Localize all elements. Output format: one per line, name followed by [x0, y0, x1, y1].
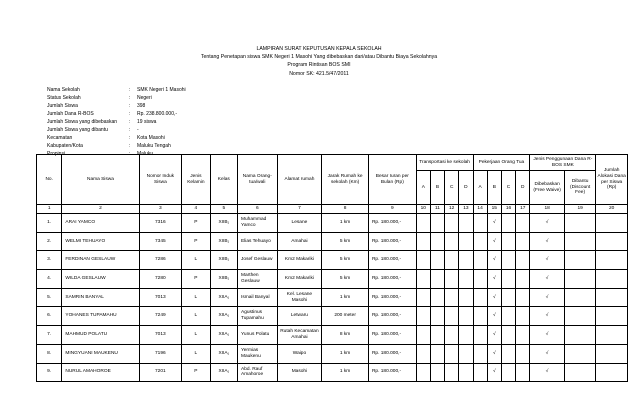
- cell-category: [459, 214, 473, 233]
- table-row: [37, 214, 628, 233]
- table-row: [37, 344, 628, 363]
- cell-category: [416, 232, 430, 251]
- cell-category: [459, 288, 473, 307]
- cell-category: [473, 214, 487, 233]
- document-header: [0, 45, 638, 78]
- cell-category: [501, 344, 515, 363]
- col-header-letter: A: [416, 171, 430, 205]
- cell-iuran: Rp. 180.000,-: [368, 288, 416, 307]
- cell-category: [501, 251, 515, 270]
- cell-dibebaskan: √: [530, 270, 565, 289]
- cell-iuran: Rp. 180.000,-: [368, 363, 416, 382]
- cell-category: [501, 326, 515, 345]
- info-label: Propinsi: [47, 151, 66, 157]
- cell-nis: 7286: [139, 251, 182, 270]
- cell-category: [459, 326, 473, 345]
- col-header-nama: Nama Siswa: [62, 155, 139, 205]
- cell-alamat: Amahai: [277, 232, 322, 251]
- col-header-letter: B: [487, 171, 501, 205]
- table-row: [37, 326, 628, 345]
- cell-nama: MAHMUD POLATU: [62, 326, 139, 345]
- cell-nama: SAMRIN BANYAL: [62, 288, 139, 307]
- info-label: Kecamatan: [47, 135, 73, 141]
- cell-dibebaskan: √: [530, 307, 565, 326]
- header-line: Nomor SK: 421.5/47/2011: [289, 70, 349, 77]
- cell-iuran: Rp. 180.000,-: [368, 214, 416, 233]
- cell-category: [459, 307, 473, 326]
- cell-category: [501, 232, 515, 251]
- cell-category: [473, 251, 487, 270]
- cell-jarak: 200 meter: [322, 307, 369, 326]
- cell-category: [459, 344, 473, 363]
- col-header-dibebaskan: Dibebaskan (Free Waive): [530, 171, 565, 205]
- cell-category: [473, 270, 487, 289]
- cell-dibantu: [564, 288, 595, 307]
- cell-jumlah: [596, 307, 628, 326]
- cell-no: 3.: [37, 251, 62, 270]
- cell-iuran: Rp. 180.000,-: [368, 270, 416, 289]
- col-number: 8: [322, 205, 369, 214]
- cell-category: [445, 288, 459, 307]
- table-row: [37, 288, 628, 307]
- cell-dibantu: [564, 307, 595, 326]
- cell-kelas: XIIB₁: [210, 251, 237, 270]
- cell-category: [516, 307, 530, 326]
- cell-category: [445, 232, 459, 251]
- cell-category: √: [487, 288, 501, 307]
- cell-dibantu: [564, 363, 595, 382]
- col-number: 13: [459, 205, 473, 214]
- cell-iuran: Rp. 180.000,-: [368, 344, 416, 363]
- cell-ortu: Yermias Maukenu: [238, 344, 278, 363]
- cell-category: [416, 251, 430, 270]
- cell-jk: L: [182, 326, 210, 345]
- info-label: Status Sekolah: [47, 95, 81, 101]
- cell-category: [501, 307, 515, 326]
- cell-nama: FERDINAN GESLAUW: [62, 251, 139, 270]
- cell-nis: 7280: [139, 270, 182, 289]
- cell-category: √: [487, 363, 501, 382]
- cell-nis: 7249: [139, 307, 182, 326]
- info-row: Jumlah Dana R-BOS : Rp. 238.800.000,-: [47, 111, 178, 117]
- col-header-letter: D: [516, 171, 530, 205]
- cell-category: √: [487, 344, 501, 363]
- cell-category: [445, 344, 459, 363]
- cell-category: [416, 344, 430, 363]
- cell-category: [416, 307, 430, 326]
- cell-category: √: [487, 251, 501, 270]
- cell-category: [430, 232, 444, 251]
- cell-category: [516, 363, 530, 382]
- info-label: Jumlah Dana R-BOS: [47, 111, 94, 117]
- table-row: [37, 232, 628, 251]
- cell-jarak: 1 km: [322, 214, 369, 233]
- info-row: Propinsi : Maluku: [47, 151, 154, 157]
- cell-category: [445, 326, 459, 345]
- cell-kelas: XIIA₁: [210, 288, 237, 307]
- cell-ortu: Yunus Polatu: [238, 326, 278, 345]
- col-number: 19: [564, 205, 595, 214]
- cell-no: 2.: [37, 232, 62, 251]
- col-number: 16: [501, 205, 515, 214]
- col-number: 20: [596, 205, 628, 214]
- cell-category: [430, 214, 444, 233]
- cell-category: [473, 232, 487, 251]
- cell-category: [445, 270, 459, 289]
- info-value: 398: [137, 103, 146, 109]
- cell-dibebaskan: √: [530, 344, 565, 363]
- cell-alamat: Kel. Lesane Masohi: [277, 288, 322, 307]
- col-header-dibantu: Dibantu (Discount Fee): [564, 171, 595, 205]
- cell-nama: WELMI TEHUAYO: [62, 232, 139, 251]
- cell-category: [459, 270, 473, 289]
- cell-category: [416, 363, 430, 382]
- table-row: [37, 307, 628, 326]
- header-line: Program Rintisan BOS SMI: [287, 62, 351, 69]
- cell-nis: 7013: [139, 288, 182, 307]
- cell-ortu: Ismail Banyal: [238, 288, 278, 307]
- cell-iuran: Rp. 180.000,-: [368, 251, 416, 270]
- cell-alamat: Letwaru: [277, 307, 322, 326]
- info-value: Maluku Tengah: [137, 143, 171, 149]
- cell-category: [445, 307, 459, 326]
- col-header-jenis-penggunaan: Jenis Penggunaan Dana R-BOS SMK: [530, 155, 596, 171]
- cell-category: [430, 363, 444, 382]
- cell-category: [416, 270, 430, 289]
- cell-jumlah: [596, 251, 628, 270]
- col-number: 7: [277, 205, 322, 214]
- info-label: Jumlah Siswa yang dibebaskan: [47, 119, 118, 125]
- cell-dibebaskan: √: [530, 288, 565, 307]
- info-row: Jumlah Siswa yang dibebaskan : 19 siswa: [47, 119, 157, 125]
- cell-jarak: 5 km: [322, 232, 369, 251]
- col-number: 18: [530, 205, 565, 214]
- cell-category: [501, 363, 515, 382]
- col-header-jenis-kelamin: Jenis Kelamin: [182, 155, 210, 205]
- col-header-letter: C: [501, 171, 515, 205]
- info-value: Kota Masohi: [137, 135, 165, 141]
- cell-iuran: Rp. 180.000,-: [368, 232, 416, 251]
- cell-category: [459, 232, 473, 251]
- cell-ortu: Josef Geslauw: [238, 251, 278, 270]
- cell-jarak: 8 km: [322, 326, 369, 345]
- cell-iuran: Rp. 180.000,-: [368, 307, 416, 326]
- info-label: Jumlah Siswa yang dibantu: [47, 127, 108, 133]
- col-header-nomor: Nomor Induk Siswa: [139, 155, 182, 205]
- col-header-alamat: Alamat rumah: [277, 155, 322, 205]
- info-row: Nama Sekolah : SMK Negeri 1 Masohi: [47, 87, 186, 93]
- col-number: 9: [368, 205, 416, 214]
- cell-ortu: Abd. Rauf Amahoroe: [238, 363, 278, 382]
- cell-category: [430, 270, 444, 289]
- col-number: 11: [430, 205, 444, 214]
- cell-category: [473, 307, 487, 326]
- cell-dibebaskan: √: [530, 214, 565, 233]
- cell-category: [516, 326, 530, 345]
- col-number: 17: [516, 205, 530, 214]
- cell-kelas: XIIB₁: [210, 214, 237, 233]
- cell-category: [473, 326, 487, 345]
- col-header-jarak: Jarak Rumah ke sekolah (Km): [322, 155, 369, 205]
- cell-jk: L: [182, 344, 210, 363]
- info-value: SMK Negeri 1 Masohi: [137, 87, 186, 93]
- cell-kelas: XIIA₁: [210, 326, 237, 345]
- cell-dibebaskan: √: [530, 251, 565, 270]
- cell-alamat: Rutah Kecamatan Amahai: [277, 326, 322, 345]
- cell-alamat: Lesane: [277, 214, 322, 233]
- col-number: 6: [238, 205, 278, 214]
- col-number: 1: [37, 205, 62, 214]
- cell-category: [430, 326, 444, 345]
- cell-category: [445, 214, 459, 233]
- info-value: 19 siswa: [137, 119, 157, 125]
- cell-jarak: 1 km: [322, 344, 369, 363]
- cell-kelas: XIIA₁: [210, 363, 237, 382]
- col-header-pekerjaan: Pekerjaan Orang Tua: [473, 155, 530, 171]
- cell-nis: 7013: [139, 326, 182, 345]
- cell-jumlah: [596, 363, 628, 382]
- cell-category: [516, 251, 530, 270]
- cell-nis: 7345: [139, 232, 182, 251]
- cell-ortu: Marthen Geslauw: [238, 270, 278, 289]
- table-row: [37, 251, 628, 270]
- cell-alamat: Waipo: [277, 344, 322, 363]
- cell-nama: NURUL AMAHOROE: [62, 363, 139, 382]
- col-number: 4: [182, 205, 210, 214]
- cell-category: [430, 251, 444, 270]
- cell-no: 8.: [37, 344, 62, 363]
- cell-dibebaskan: √: [530, 363, 565, 382]
- cell-jarak: 1 km: [322, 288, 369, 307]
- cell-jumlah: [596, 344, 628, 363]
- cell-category: [501, 288, 515, 307]
- table-row: [37, 363, 628, 382]
- cell-category: [516, 270, 530, 289]
- cell-jarak: 5 km: [322, 270, 369, 289]
- cell-ortu: Muhammad Yamco: [238, 214, 278, 233]
- cell-jk: L: [182, 251, 210, 270]
- cell-category: [516, 344, 530, 363]
- info-row: Status Sekolah : Negeri: [47, 95, 152, 101]
- col-number: 5: [210, 205, 237, 214]
- cell-dibantu: [564, 214, 595, 233]
- col-header-letter: D: [459, 171, 473, 205]
- student-table: [36, 154, 628, 382]
- cell-no: 1.: [37, 214, 62, 233]
- cell-category: [473, 288, 487, 307]
- cell-nama: ARAI YAMCO: [62, 214, 139, 233]
- cell-jumlah: [596, 232, 628, 251]
- cell-category: [459, 363, 473, 382]
- cell-no: 4.: [37, 270, 62, 289]
- cell-category: [473, 344, 487, 363]
- cell-jarak: 1 km: [322, 363, 369, 382]
- col-number: 3: [139, 205, 182, 214]
- col-number: 2: [62, 205, 139, 214]
- col-header-no: No.: [37, 155, 62, 205]
- cell-category: [516, 214, 530, 233]
- cell-kelas: XIIB₁: [210, 270, 237, 289]
- cell-alamat: Masohi: [277, 363, 322, 382]
- cell-dibantu: [564, 344, 595, 363]
- cell-jumlah: [596, 288, 628, 307]
- cell-no: 7.: [37, 326, 62, 345]
- cell-kelas: XIIB₁: [210, 232, 237, 251]
- info-row: Jumlah Siswa : 398: [47, 103, 146, 109]
- cell-category: [430, 288, 444, 307]
- cell-nis: 7201: [139, 363, 182, 382]
- info-value: Maluku: [137, 151, 154, 157]
- cell-nama: MINGYUANI MAUKENU: [62, 344, 139, 363]
- cell-category: [501, 214, 515, 233]
- col-header-letter: A: [473, 171, 487, 205]
- info-label: Kabupaten/Kota: [47, 143, 83, 149]
- info-value: Rp. 238.800.000,-: [137, 111, 178, 117]
- cell-dibantu: [564, 251, 595, 270]
- cell-category: √: [487, 232, 501, 251]
- col-header-letter: B: [430, 171, 444, 205]
- cell-category: [459, 251, 473, 270]
- cell-kelas: XIIA₁: [210, 344, 237, 363]
- header-line: Tentang Penetapan siswa SMK Negeri 1 Masohi Yang dibebaskan dari/atau Dibantu Biaya Sekolahnya: [200, 54, 438, 61]
- cell-no: 9.: [37, 363, 62, 382]
- school-info: [47, 86, 186, 158]
- cell-iuran: Rp. 180.000,-: [368, 326, 416, 345]
- cell-jumlah: [596, 214, 628, 233]
- col-header-ortu: Nama Orang-tua/wali: [238, 155, 278, 205]
- cell-no: 5.: [37, 288, 62, 307]
- col-number: 10: [416, 205, 430, 214]
- cell-dibantu: [564, 326, 595, 345]
- cell-category: [416, 214, 430, 233]
- cell-dibantu: [564, 232, 595, 251]
- cell-ortu: Elias Tehuayo: [238, 232, 278, 251]
- cell-nis: 7196: [139, 344, 182, 363]
- info-value: Negeri: [137, 95, 152, 101]
- col-number: 14: [473, 205, 487, 214]
- cell-category: [430, 307, 444, 326]
- cell-dibantu: [564, 270, 595, 289]
- col-header-jumlah: Jumlah Alokasi Dana per Siswa (Rp): [596, 155, 628, 205]
- cell-jk: P: [182, 214, 210, 233]
- cell-jumlah: [596, 270, 628, 289]
- cell-category: √: [487, 270, 501, 289]
- cell-category: √: [487, 307, 501, 326]
- col-header-letter: C: [445, 171, 459, 205]
- cell-jk: P: [182, 270, 210, 289]
- cell-alamat: Km2 Makariki: [277, 270, 322, 289]
- header-line: LAMPIRAN SURAT KEPUTUSAN KEPALA SEKOLAH: [256, 46, 382, 52]
- col-number: 12: [445, 205, 459, 214]
- cell-jk: P: [182, 232, 210, 251]
- col-header-transport: Transportasi ke sekolah: [416, 155, 473, 171]
- cell-nis: 7316: [139, 214, 182, 233]
- cell-jk: L: [182, 288, 210, 307]
- info-value: -: [137, 127, 139, 133]
- cell-category: [430, 344, 444, 363]
- cell-ortu: Agustinus Tupamahu: [238, 307, 278, 326]
- cell-category: [416, 326, 430, 345]
- cell-nama: YOHANES TUPAMAHU: [62, 307, 139, 326]
- cell-jk: L: [182, 307, 210, 326]
- cell-jarak: 5 km: [322, 251, 369, 270]
- cell-dibebaskan: √: [530, 326, 565, 345]
- cell-category: [516, 288, 530, 307]
- cell-alamat: Km2 Makariki: [277, 251, 322, 270]
- cell-dibebaskan: √: [530, 232, 565, 251]
- info-row: Kabupaten/Kota : Maluku Tengah: [47, 143, 171, 149]
- table-row: [37, 270, 628, 289]
- info-label: Nama Sekolah: [47, 87, 80, 93]
- info-row: Jumlah Siswa yang dibantu : -: [47, 127, 139, 133]
- cell-no: 6.: [37, 307, 62, 326]
- info-label: Jumlah Siswa: [47, 103, 78, 109]
- cell-nama: WILDA GESLAUW: [62, 270, 139, 289]
- cell-category: [416, 288, 430, 307]
- cell-category: [445, 251, 459, 270]
- col-number: 15: [487, 205, 501, 214]
- col-header-iuran: Besar Iuran per Bulan (Rp): [368, 155, 416, 205]
- cell-category: √: [487, 326, 501, 345]
- cell-kelas: XIIA₁: [210, 307, 237, 326]
- info-row: Kecamatan : Kota Masohi: [47, 135, 165, 141]
- cell-category: [501, 270, 515, 289]
- col-header-kelas: Kelas: [210, 155, 237, 205]
- cell-category: √: [487, 214, 501, 233]
- cell-category: [516, 232, 530, 251]
- cell-category: [445, 363, 459, 382]
- cell-category: [473, 363, 487, 382]
- cell-jumlah: [596, 326, 628, 345]
- cell-jk: P: [182, 363, 210, 382]
